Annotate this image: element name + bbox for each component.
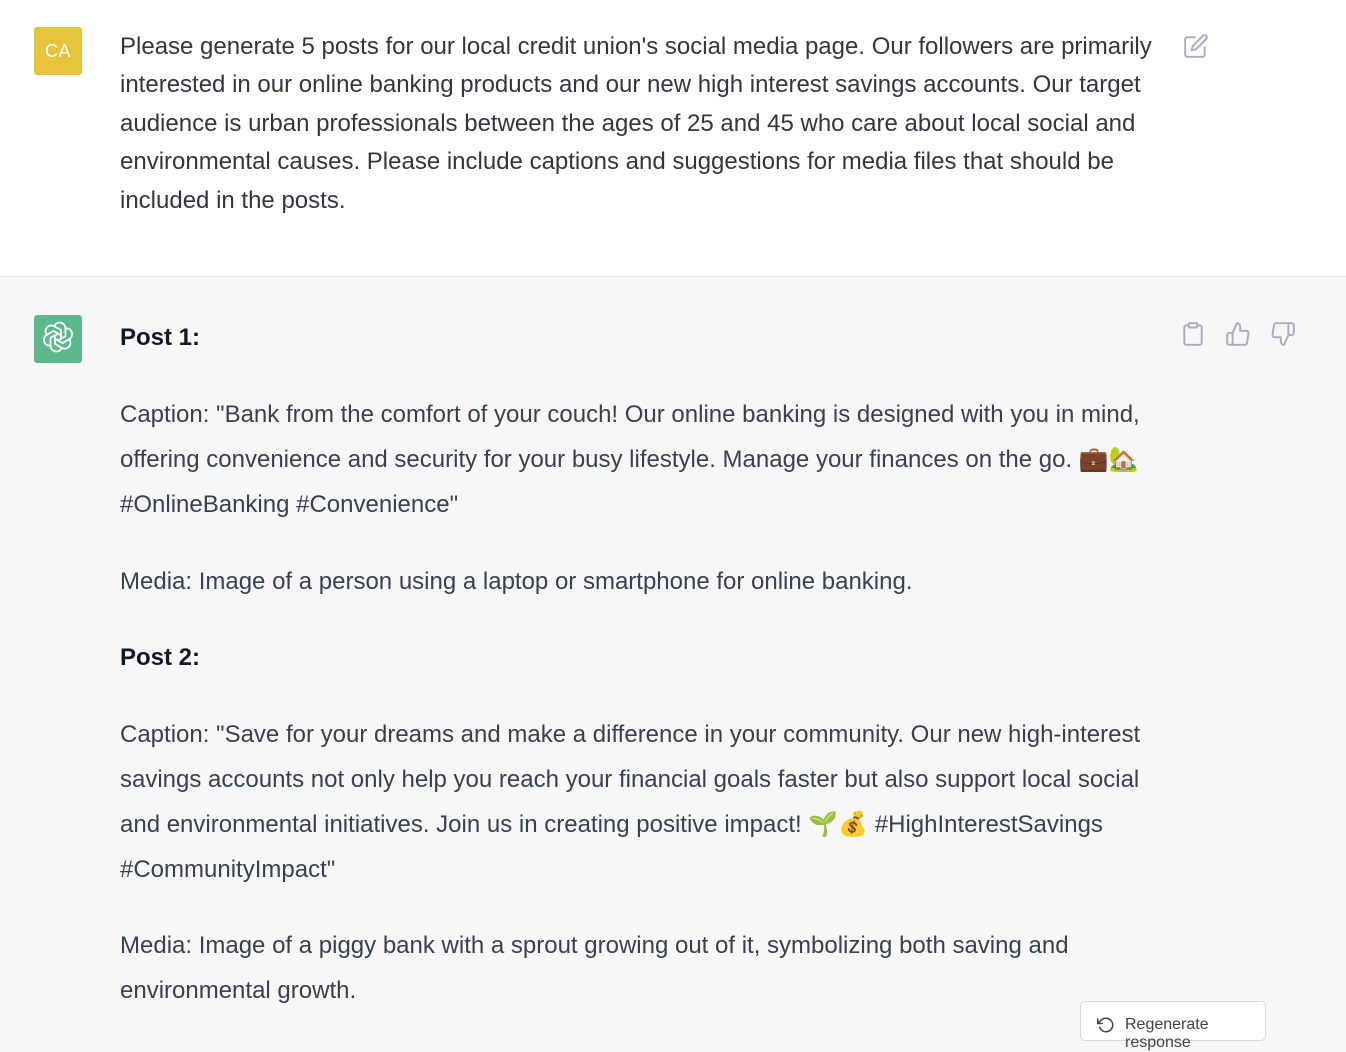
post-media: Media: Image of a person using a laptop or smartphone for online banking.	[120, 568, 913, 595]
regenerate-button[interactable]	[1080, 1001, 1266, 1051]
post-heading: Post 2:	[120, 644, 201, 671]
thumbs-up-icon[interactable]	[1225, 321, 1251, 347]
user-message	[0, 0, 1346, 277]
regenerate-label: Regenerate response	[1125, 1016, 1209, 1051]
openai-logo-icon	[41, 320, 75, 359]
post-heading: Post 1:	[120, 324, 201, 351]
user-avatar	[34, 27, 82, 75]
post-media: Media: Image of a piggy bank with a sprout growing out of it, symbolizing both saving and environmental growth.	[120, 932, 1069, 1004]
user-avatar-initials: CA	[44, 40, 71, 61]
assistant-message	[0, 277, 1346, 1026]
refresh-icon	[1097, 1016, 1115, 1039]
edit-icon[interactable]	[1183, 33, 1209, 59]
assistant-avatar	[34, 315, 82, 363]
assistant-message-content	[120, 315, 1180, 1013]
message-actions	[1180, 321, 1296, 347]
post-caption: Caption: "Bank from the comfort of your couch! Our online banking is designed with you in mind, offering convenience and security for your busy lifestyle. Manage your finances on the go. 💼🏡 #OnlineBanking #Convenience"	[120, 401, 1140, 518]
post-caption: Caption: "Save for your dreams and make a difference in your community. Our new high-interest savings accounts not only help you reach your financial goals faster but also support local social and environmental initiatives. Join us in creating positive impact! 🌱💰 #HighInterestSavings #CommunityImpact"	[120, 721, 1141, 883]
user-message-text: Please generate 5 posts for our local credit union's social media page. Our followers are primarily interested in our online banking products and our new high interest savings accounts. Our target audience is urban professionals between the ages of 25 and 45 who care about local social and environmental causes. Please include captions and suggestions for media files that should be included in the posts.	[120, 33, 1152, 214]
thumbs-down-icon[interactable]	[1270, 321, 1296, 347]
clipboard-icon[interactable]	[1180, 321, 1206, 347]
